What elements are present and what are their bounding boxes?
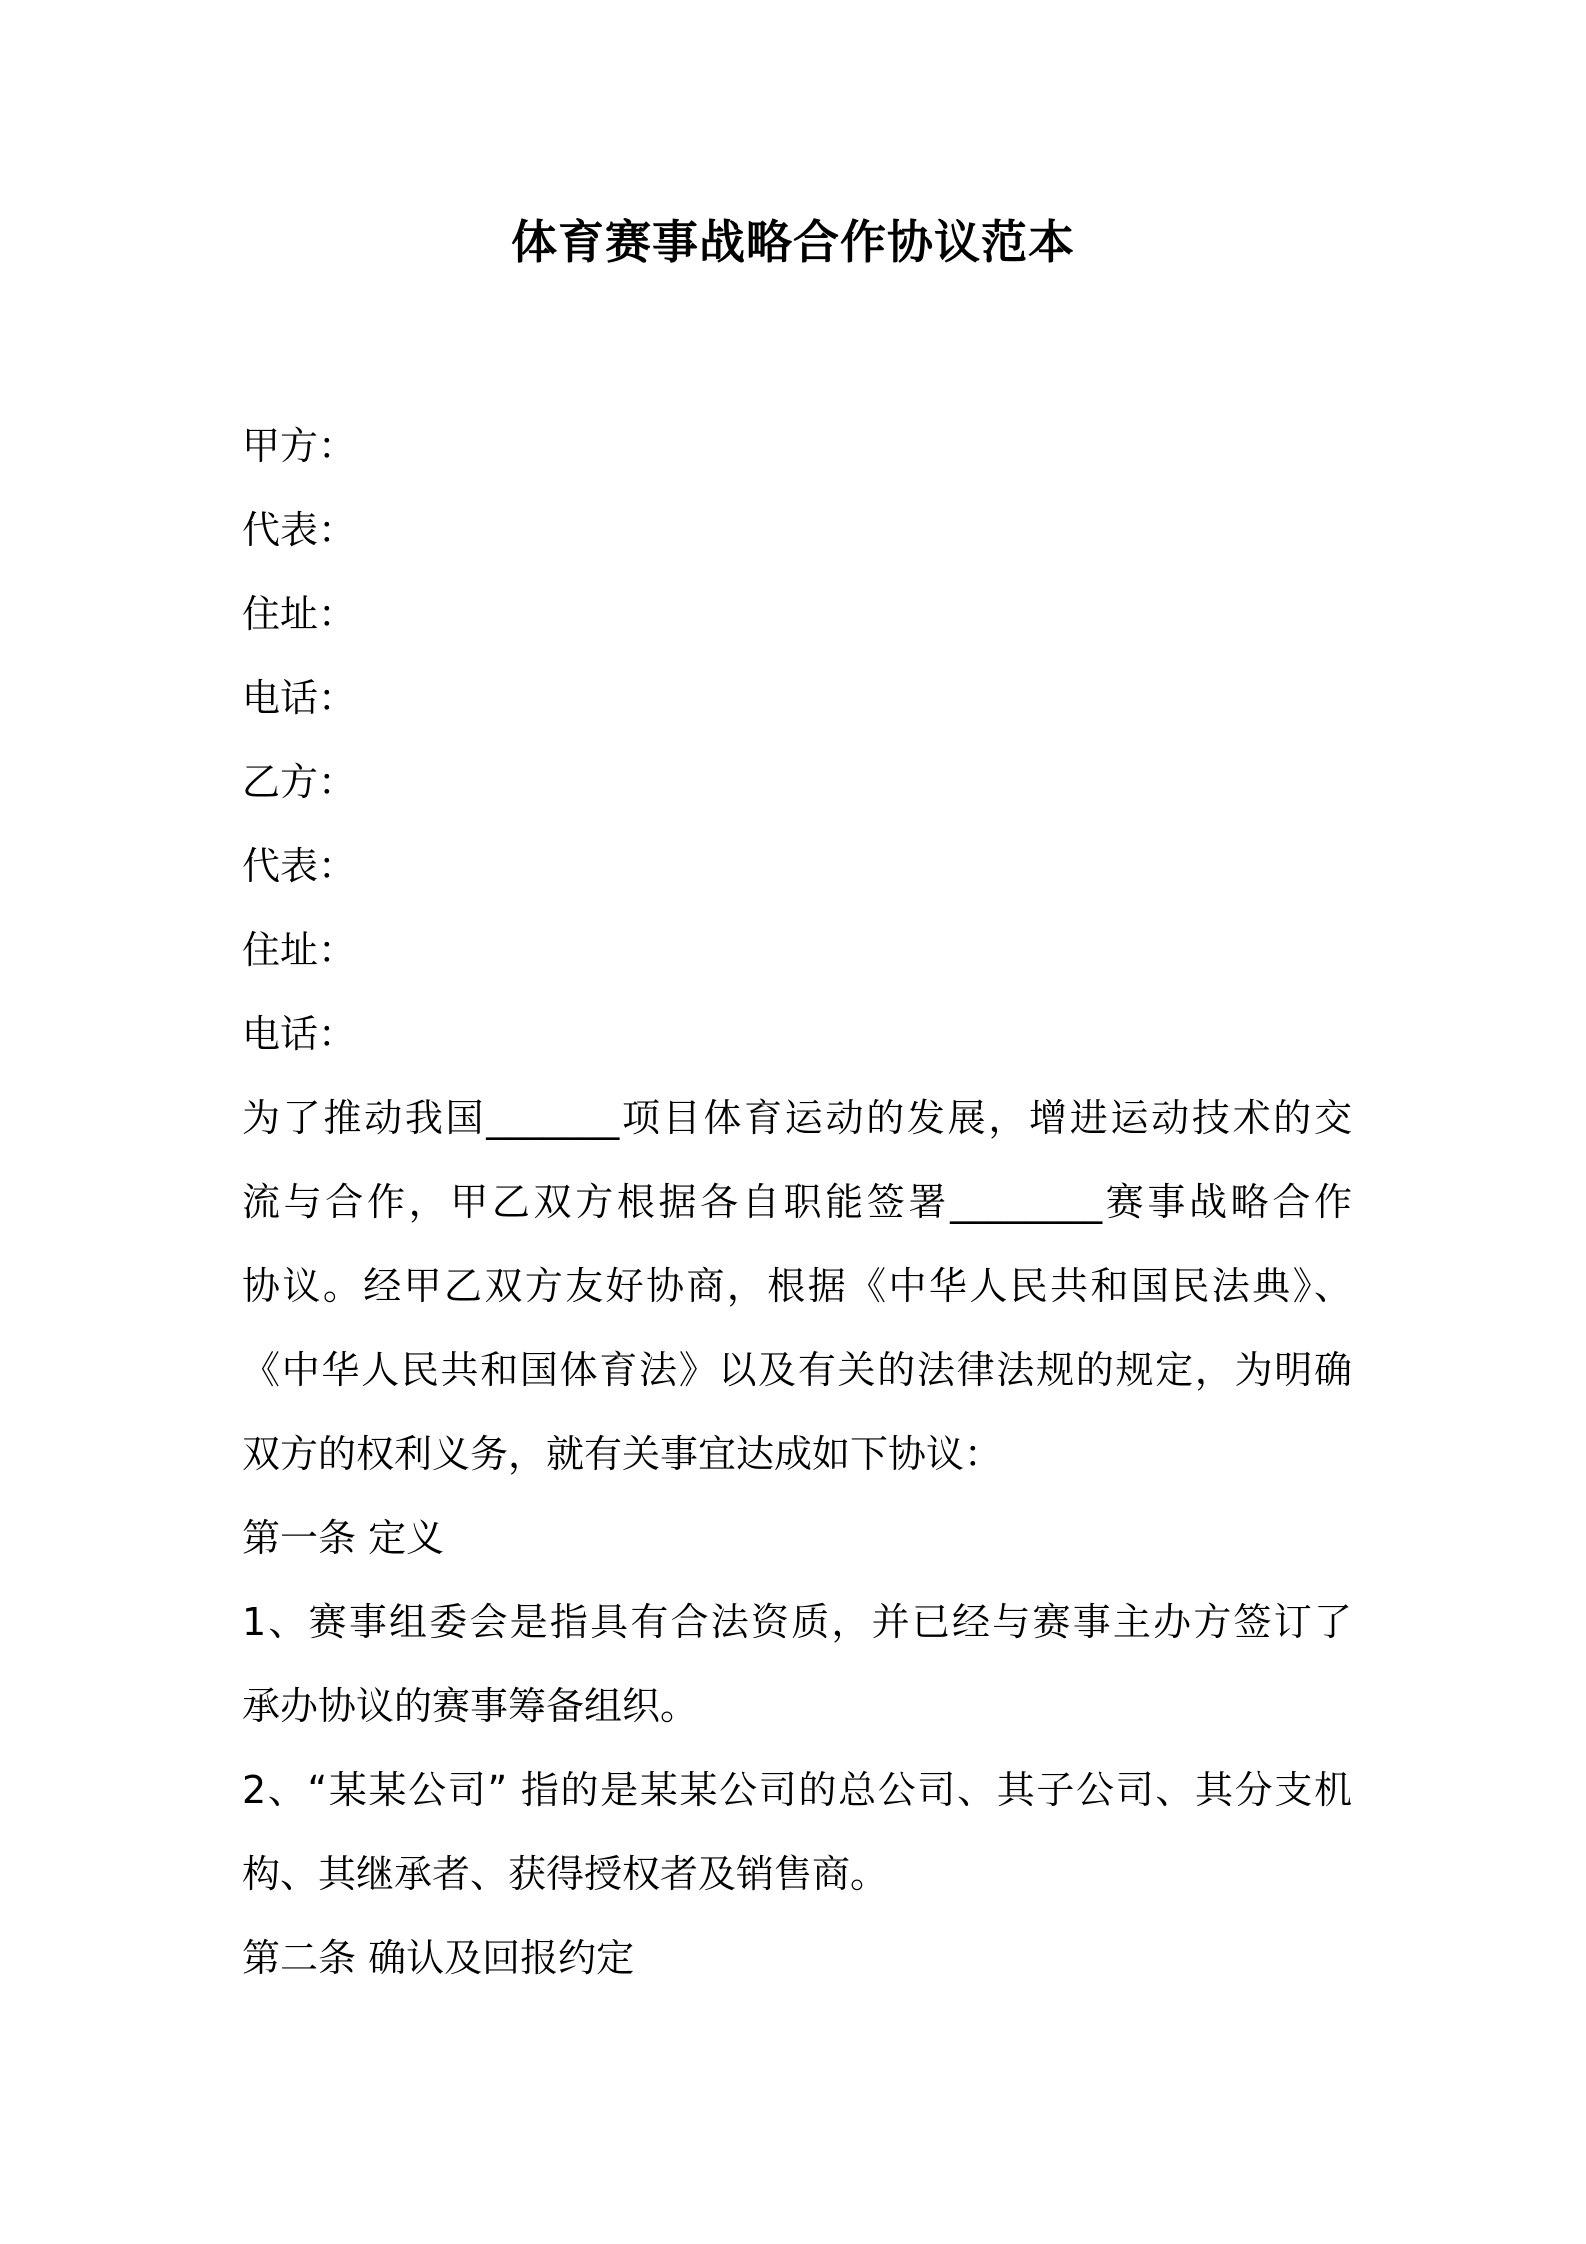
- article-2-heading: 第二条 确认及回报约定: [242, 1936, 635, 1980]
- party-a-label: 甲方：: [242, 424, 357, 468]
- party-a-representative-label: 代表：: [242, 508, 357, 552]
- preamble-line-2: 流与合作，甲乙双方根据各自职能签署________赛事战略合作: [242, 1180, 1352, 1224]
- document-body: [242, 404, 1352, 2000]
- party-b-phone-label: 电话：: [242, 1012, 357, 1056]
- party-b-address-label: 住址：: [242, 928, 357, 972]
- party-b-label: 乙方：: [242, 760, 357, 804]
- party-a-phone-label: 电话：: [242, 676, 357, 720]
- preamble-line-4: 《中华人民共和国体育法》以及有关的法律法规的规定，为明确: [242, 1348, 1352, 1392]
- article-1-clause-2-line-1: 2、“某某公司” 指的是某某公司的总公司、其子公司、其分支机: [242, 1768, 1352, 1812]
- party-a-address-label: 住址：: [242, 592, 357, 636]
- preamble-line-3: 协议。经甲乙双方友好协商，根据《中华人民共和国民法典》、: [242, 1264, 1352, 1308]
- article-1-clause-1-line-2: 承办协议的赛事筹备组织。: [242, 1684, 699, 1728]
- preamble-line-1: 为了推动我国_______项目体育运动的发展，增进运动技术的交: [242, 1096, 1352, 1140]
- article-1-clause-2-line-2: 构、其继承者、获得授权者及销售商。: [242, 1852, 889, 1896]
- preamble-line-5: 双方的权利义务，就有关事宜达成如下协议：: [242, 1432, 1003, 1476]
- document-title: 体育赛事战略合作协议范本: [511, 215, 1075, 269]
- article-1-heading: 第一条 定义: [242, 1516, 445, 1560]
- party-b-representative-label: 代表：: [242, 844, 357, 888]
- article-1-clause-1-line-1: 1、赛事组委会是指具有合法资质，并已经与赛事主办方签订了: [242, 1600, 1352, 1644]
